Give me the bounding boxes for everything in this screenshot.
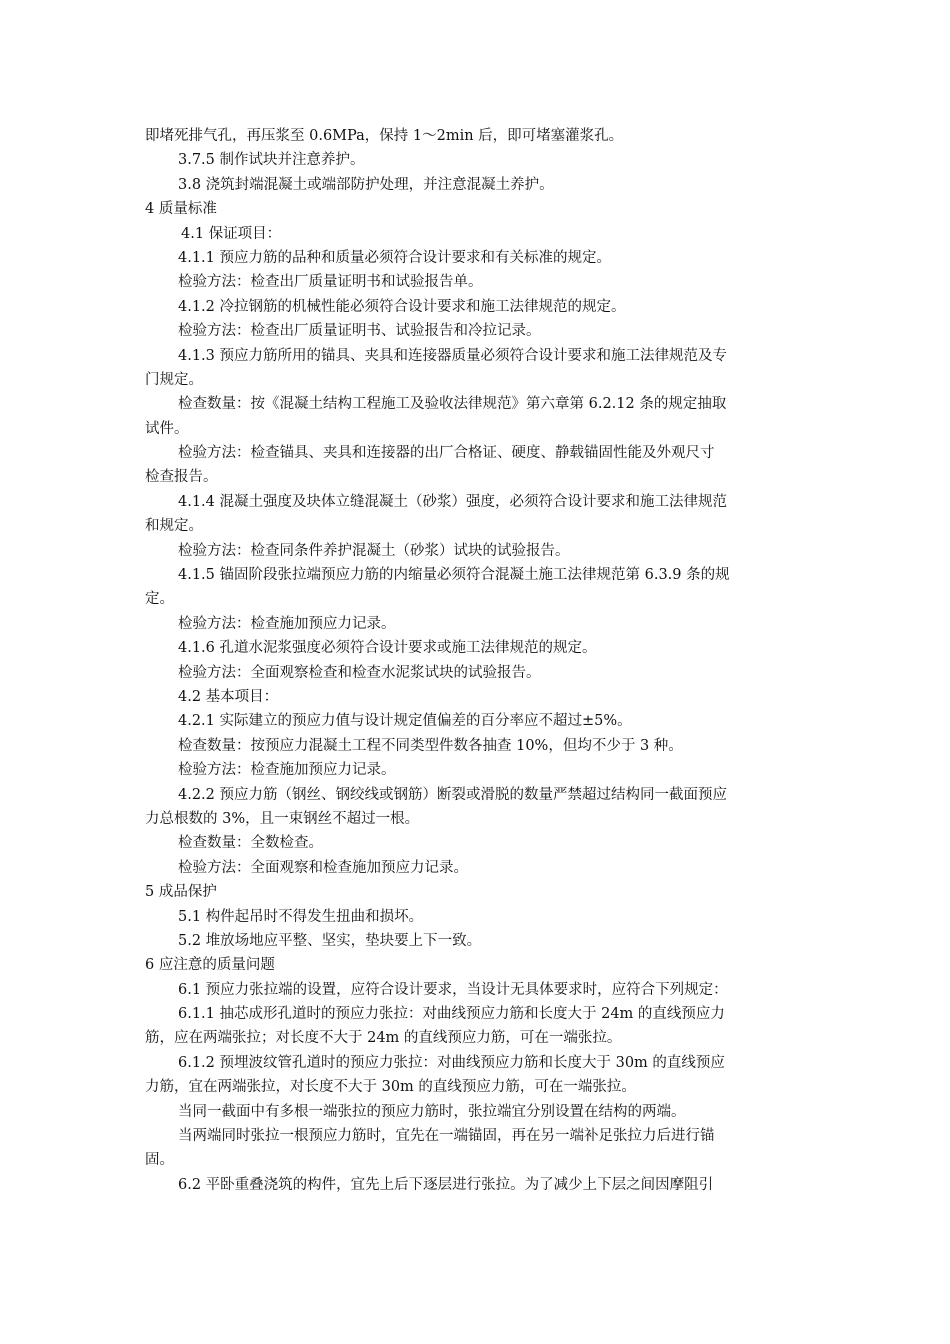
- text-line: 5 成品保护: [145, 884, 217, 901]
- document-body: [145, 124, 807, 1197]
- text-line: 6 应注意的质量问题: [145, 957, 275, 974]
- text-line: 检查数量：全数检查。: [178, 835, 323, 852]
- text-line: 6.1 预应力张拉端的设置，应符合设计要求，当设计无具体要求时，应符合下列规定：: [178, 981, 728, 998]
- text-line: 检验方法：全面观察和检查施加预应力记录。: [178, 859, 468, 876]
- text-line: 5.2 堆放场地应平整、坚实，垫块要上下一致。: [178, 932, 482, 949]
- text-line: 检验方法：检查施加预应力记录。: [178, 615, 396, 632]
- text-line: 4.1.4 混凝土强度及块体立缝混凝土（砂浆）强度，必须符合设计要求和施工法律规范: [178, 493, 728, 510]
- text-line: 试件。: [145, 420, 189, 437]
- text-line: 当两端同时张拉一根预应力筋时，宜先在一端锚固，再在另一端补足张拉力后进行锚: [178, 1128, 715, 1145]
- text-line: 定。: [145, 591, 174, 608]
- text-line: 力筋，宜在两端张拉，对长度不大于 30m 的直线预应力筋，可在一端张拉。: [145, 1079, 636, 1096]
- text-line: 4.2 基本项目：: [178, 688, 279, 705]
- text-line: 6.2 平卧重叠浇筑的构件，宜先上后下逐层进行张拉。为了减少上下层之间因摩阻引: [178, 1176, 714, 1193]
- text-line: 固。: [145, 1152, 174, 1169]
- text-line: 4.1.5 锚固阶段张拉端预应力筋的内缩量必须符合混凝土施工法律规范第 6.3.9 条的规: [178, 567, 730, 584]
- text-line: 6.1.1 抽芯成形孔道时的预应力张拉：对曲线预应力筋和长度大于 24m 的直线预应力: [178, 1006, 725, 1023]
- text-line: 检验方法：全面观察检查和检查水泥浆试块的试验报告。: [178, 664, 541, 681]
- text-line: 检查数量：按预应力混凝土工程不同类型件数各抽查 10%，但均不少于 3 种。: [178, 737, 683, 754]
- text-line: 门规定。: [145, 371, 203, 388]
- text-line: 5.1 构件起吊时不得发生扭曲和损坏。: [178, 908, 424, 925]
- text-line: 检验方法：检查锚具、夹具和连接器的出厂合格证、硬度、静载锚固性能及外观尺寸: [178, 445, 715, 462]
- text-line: 力总根数的 3%，且一束钢丝不超过一根。: [145, 810, 420, 827]
- text-line: 4.1.6 孔道水泥浆强度必须符合设计要求或施工法律规范的规定。: [178, 640, 597, 657]
- text-line: 即堵死排气孔，再压浆至 0.6MPa，保持 1～2min 后，即可堵塞灌浆孔。: [145, 128, 624, 144]
- text-line: 检验方法：检查施加预应力记录。: [178, 762, 396, 779]
- text-line: 3.7.5 制作试块并注意养护。: [178, 152, 365, 169]
- text-line: 4.1.3 预应力筋所用的锚具、夹具和连接器质量必须符合设计要求和施工法律规范及专: [178, 347, 728, 364]
- text-line: 检验方法：检查出厂质量证明书和试验报告单。: [178, 274, 483, 291]
- text-line: 4 质量标准: [145, 201, 217, 218]
- text-line: 筋，应在两端张拉；对长度不大于 24m 的直线预应力筋，可在一端张拉。: [145, 1030, 622, 1047]
- text-line: 检验方法：检查同条件养护混凝土（砂浆）试块的试验报告。: [178, 542, 570, 559]
- text-line: 4.2.2 预应力筋（钢丝、钢绞线或钢筋）断裂或滑脱的数量严禁超过结构同一截面预应: [178, 786, 728, 803]
- text-line: 3.8 浇筑封端混凝土或端部防护处理，并注意混凝土养护。: [178, 176, 554, 193]
- text-line: 和规定。: [145, 518, 203, 535]
- text-line: 4.1 保证项目：: [181, 225, 282, 242]
- text-line: 4.1.1 预应力筋的品种和质量必须符合设计要求和有关标准的规定。: [178, 249, 612, 266]
- text-line: 检查报告。: [145, 469, 218, 486]
- text-line: 6.1.2 预埋波纹管孔道时的预应力张拉：对曲线预应力筋和长度大于 30m 的直线预应: [178, 1054, 725, 1071]
- text-line: 4.2.1 实际建立的预应力值与设计规定值偏差的百分率应不超过±5%。: [178, 713, 632, 730]
- text-line: 检查数量：按《混凝土结构工程施工及验收法律规范》第六章第 6.2.12 条的规定抽取: [178, 396, 727, 413]
- text-line: 4.1.2 冷拉钢筋的机械性能必须符合设计要求和施工法律规范的规定。: [178, 298, 626, 315]
- text-line: 当同一截面中有多根一端张拉的预应力筋时，张拉端宜分别设置在结构的两端。: [178, 1103, 686, 1120]
- text-line: 检验方法：检查出厂质量证明书、试验报告和冷拉记录。: [178, 323, 541, 340]
